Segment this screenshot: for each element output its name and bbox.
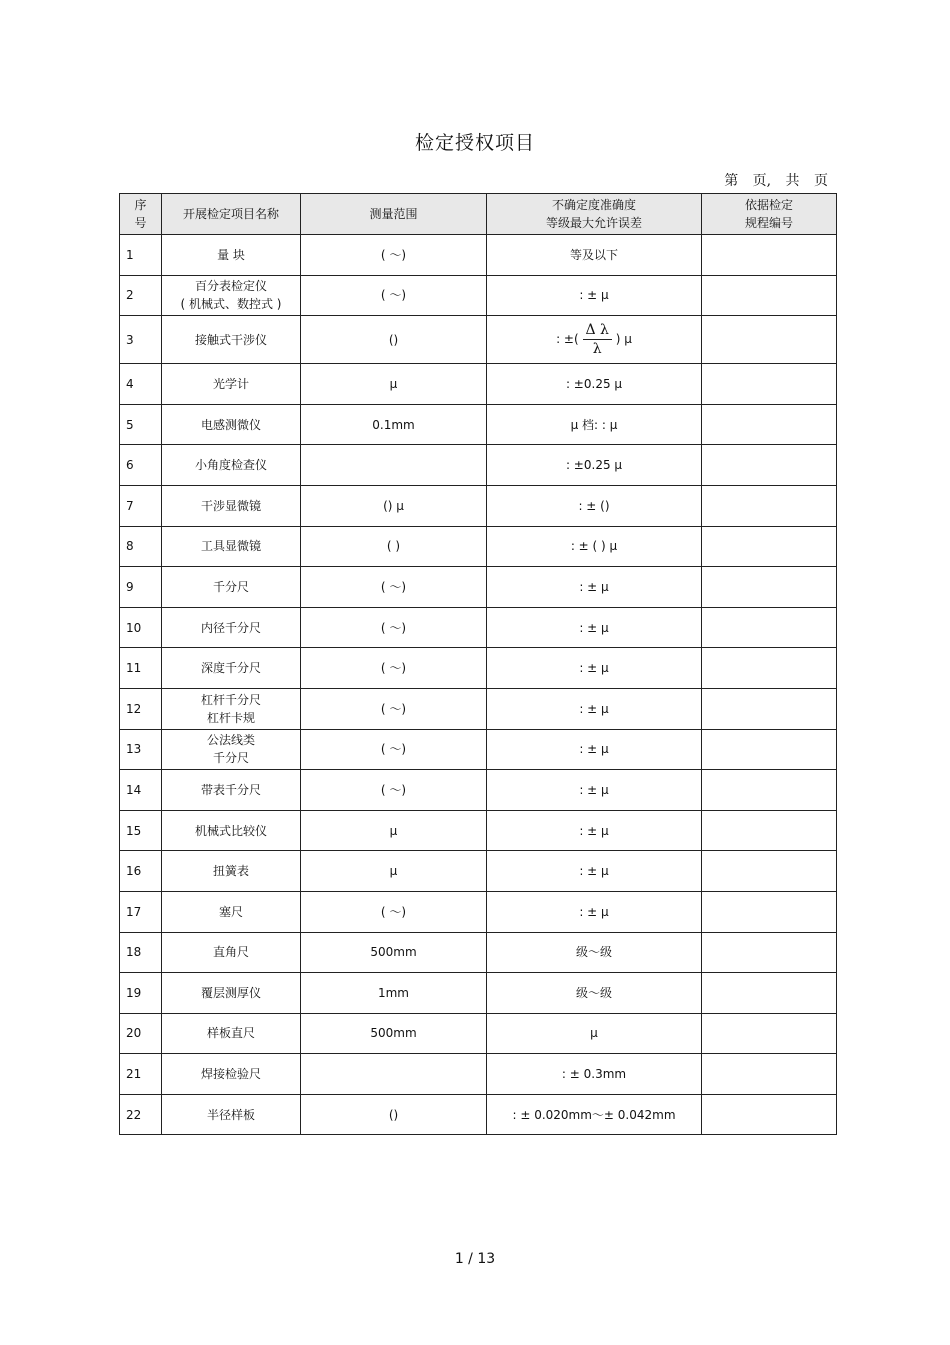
regulation-code xyxy=(702,1054,837,1095)
max-error: μ 档: : μ xyxy=(487,404,702,445)
regulation-code xyxy=(702,1094,837,1135)
header-name: 开展检定项目名称 xyxy=(162,194,301,235)
item-name: 机械式比较仪 xyxy=(162,810,301,851)
measure-range: 1mm xyxy=(301,973,487,1014)
regulation-code xyxy=(702,770,837,811)
item-name: 焊接检验尺 xyxy=(162,1054,301,1095)
regulation-code xyxy=(702,1013,837,1054)
regulation-code xyxy=(702,688,837,729)
measure-range: ( ～) xyxy=(301,891,487,932)
table-row xyxy=(120,567,837,608)
max-error: : ± 0.020mm～± 0.042mm xyxy=(487,1094,702,1135)
table-row xyxy=(120,275,837,316)
table-row xyxy=(120,235,837,276)
header-uncertainty: 不确定度准确度 等级最大允许误差 xyxy=(487,194,702,235)
regulation-code xyxy=(702,445,837,486)
row-number: 13 xyxy=(120,729,162,770)
measure-range: () xyxy=(301,316,487,364)
table-row xyxy=(120,445,837,486)
item-name: 工具显微镜 xyxy=(162,526,301,567)
max-error xyxy=(487,316,702,364)
max-error: : ±0.25 μ xyxy=(487,445,702,486)
max-error: : ± μ xyxy=(487,810,702,851)
table-row xyxy=(120,526,837,567)
table-row xyxy=(120,607,837,648)
table-row xyxy=(120,316,837,364)
max-error: : ± μ xyxy=(487,851,702,892)
measure-range: ( ～) xyxy=(301,275,487,316)
row-number: 15 xyxy=(120,810,162,851)
measure-range xyxy=(301,1054,487,1095)
regulation-code xyxy=(702,729,837,770)
error-fraction xyxy=(583,321,612,358)
row-number: 20 xyxy=(120,1013,162,1054)
max-error: : ± μ xyxy=(487,688,702,729)
table-row xyxy=(120,1013,837,1054)
max-error: : ± μ xyxy=(487,729,702,770)
regulation-code xyxy=(702,891,837,932)
max-error: 级～级 xyxy=(487,932,702,973)
row-number: 18 xyxy=(120,932,162,973)
table-header-row xyxy=(120,194,837,235)
page-number: 1 / 13 xyxy=(454,1251,496,1267)
measure-range: ( ～) xyxy=(301,648,487,689)
measure-range: ( ～) xyxy=(301,688,487,729)
row-number: 19 xyxy=(120,973,162,1014)
regulation-code xyxy=(702,316,837,364)
row-number: 17 xyxy=(120,891,162,932)
max-error: 等及以下 xyxy=(487,235,702,276)
measure-range: 500mm xyxy=(301,932,487,973)
measure-range: ( ～) xyxy=(301,729,487,770)
row-number: 21 xyxy=(120,1054,162,1095)
max-error: : ± μ xyxy=(487,567,702,608)
table-row xyxy=(120,973,837,1014)
row-number: 12 xyxy=(120,688,162,729)
row-number: 10 xyxy=(120,607,162,648)
regulation-code xyxy=(702,404,837,445)
page-info: 第 页, 共 页 xyxy=(724,173,828,189)
item-name: 深度千分尺 xyxy=(162,648,301,689)
max-error: 级～级 xyxy=(487,973,702,1014)
item-name: 光学计 xyxy=(162,364,301,405)
regulation-code xyxy=(702,364,837,405)
item-name: 百分表检定仪 ( 机械式、数控式 ) xyxy=(162,275,301,316)
regulation-code xyxy=(702,526,837,567)
item-name: 样板直尺 xyxy=(162,1013,301,1054)
max-error: : ± () xyxy=(487,485,702,526)
row-number: 14 xyxy=(120,770,162,811)
table-row xyxy=(120,932,837,973)
row-number: 5 xyxy=(120,404,162,445)
row-number: 1 xyxy=(120,235,162,276)
row-number: 9 xyxy=(120,567,162,608)
max-error: : ± μ xyxy=(487,891,702,932)
measure-range: () μ xyxy=(301,485,487,526)
table-row xyxy=(120,729,837,770)
max-error: μ xyxy=(487,1013,702,1054)
regulation-code xyxy=(702,851,837,892)
regulation-code xyxy=(702,932,837,973)
row-number: 7 xyxy=(120,485,162,526)
table-row xyxy=(120,851,837,892)
measure-range: ( ～) xyxy=(301,770,487,811)
max-error: : ±0.25 μ xyxy=(487,364,702,405)
measure-range: ( ～) xyxy=(301,235,487,276)
page-title: 检定授权项目 xyxy=(414,132,535,154)
regulation-code xyxy=(702,973,837,1014)
measure-range: μ xyxy=(301,810,487,851)
measure-range: 500mm xyxy=(301,1013,487,1054)
table-row xyxy=(120,891,837,932)
measure-range: () xyxy=(301,1094,487,1135)
regulation-code xyxy=(702,648,837,689)
row-number: 4 xyxy=(120,364,162,405)
item-name: 量 块 xyxy=(162,235,301,276)
regulation-code xyxy=(702,607,837,648)
row-number: 16 xyxy=(120,851,162,892)
error-suffix: ) μ xyxy=(615,332,632,347)
max-error: : ± μ xyxy=(487,648,702,689)
row-number: 8 xyxy=(120,526,162,567)
item-name: 杠杆千分尺 杠杆卡规 xyxy=(162,688,301,729)
table-row xyxy=(120,688,837,729)
table-row xyxy=(120,1054,837,1095)
max-error: : ± μ xyxy=(487,275,702,316)
regulation-code xyxy=(702,235,837,276)
item-name: 小角度检查仪 xyxy=(162,445,301,486)
regulation-code xyxy=(702,275,837,316)
measure-range: ( ～) xyxy=(301,607,487,648)
fraction-numerator: Δ λ xyxy=(583,321,612,340)
max-error: : ± μ xyxy=(487,770,702,811)
regulation-code xyxy=(702,810,837,851)
table-row xyxy=(120,770,837,811)
max-error: : ± 0.3mm xyxy=(487,1054,702,1095)
header-seq: 序 号 xyxy=(120,194,162,235)
row-number: 6 xyxy=(120,445,162,486)
row-number: 2 xyxy=(120,275,162,316)
table-row xyxy=(120,1094,837,1135)
error-prefix: : ±( xyxy=(556,332,579,347)
header-range: 测量范围 xyxy=(301,194,487,235)
measure-range: 0.1mm xyxy=(301,404,487,445)
item-name: 半径样板 xyxy=(162,1094,301,1135)
table-row xyxy=(120,485,837,526)
measure-range: μ xyxy=(301,364,487,405)
item-name: 接触式干涉仪 xyxy=(162,316,301,364)
item-name: 电感测微仪 xyxy=(162,404,301,445)
table-row xyxy=(120,404,837,445)
table-row xyxy=(120,810,837,851)
row-number: 11 xyxy=(120,648,162,689)
regulation-code xyxy=(702,567,837,608)
item-name: 直角尺 xyxy=(162,932,301,973)
measure-range: ( ) xyxy=(301,526,487,567)
item-name: 公法线类 千分尺 xyxy=(162,729,301,770)
item-name: 塞尺 xyxy=(162,891,301,932)
header-basis: 依据检定 规程编号 xyxy=(702,194,837,235)
item-name: 千分尺 xyxy=(162,567,301,608)
measure-range: μ xyxy=(301,851,487,892)
table-row xyxy=(120,648,837,689)
measure-range xyxy=(301,445,487,486)
item-name: 覆层测厚仪 xyxy=(162,973,301,1014)
item-name: 内径千分尺 xyxy=(162,607,301,648)
item-name: 扭簧表 xyxy=(162,851,301,892)
row-number: 22 xyxy=(120,1094,162,1135)
regulation-code xyxy=(702,485,837,526)
calibration-items-table xyxy=(119,193,837,1135)
measure-range: ( ～) xyxy=(301,567,487,608)
item-name: 干涉显微镜 xyxy=(162,485,301,526)
fraction-denominator: λ xyxy=(592,341,602,358)
item-name: 带表千分尺 xyxy=(162,770,301,811)
max-error: : ± ( ) μ xyxy=(487,526,702,567)
row-number: 3 xyxy=(120,316,162,364)
table-row xyxy=(120,364,837,405)
max-error: : ± μ xyxy=(487,607,702,648)
